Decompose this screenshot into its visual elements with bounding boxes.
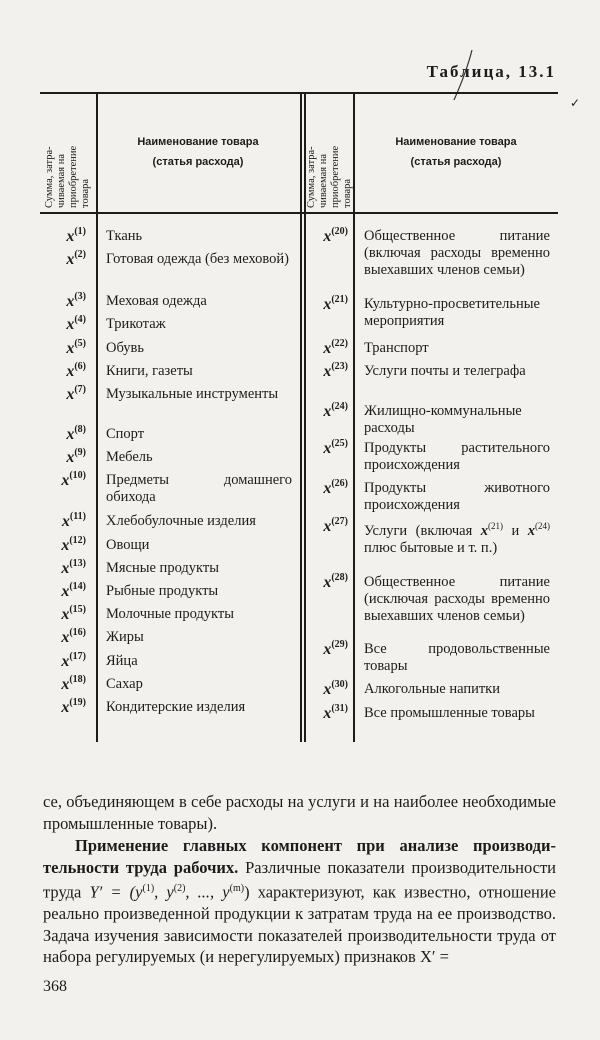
left-var-12: $x^{(12)}$ bbox=[61, 535, 86, 554]
left-item-16: Жиры bbox=[106, 629, 144, 645]
left-var-4: $x^{(4)}$ bbox=[66, 314, 86, 333]
left-var-8: $x^{(8)}$ bbox=[66, 424, 86, 443]
left-item-17: Яйца bbox=[106, 653, 138, 669]
left-item-6: Книги, газеты bbox=[106, 363, 193, 379]
left-item-19: Кондитерские изделия bbox=[106, 699, 246, 715]
left-var-17: $x^{(17)}$ bbox=[61, 651, 86, 670]
paragraph-continuation: се, объединяющем в себе расходы на услуги и на наиболее необходимые промышленные товары). bbox=[43, 792, 556, 833]
left-item-15: Молочные продукты bbox=[106, 606, 234, 622]
right-var-2: $x^{(21)}$ bbox=[323, 294, 348, 313]
paragraph-pca-labor: Применение главных компонент при анализе производительности труда рабочих. Различные показатели производительности труда $Y' = (y^{(1)}$, $y^{(2)}$, ..., $y^{(m)}$) характеризуют, как известно, отношение реально произведенной продукции к затратам труда на ее производство. Задача изучения зависимости показателей производительности труда от набора регулируемых (и нерегулируемых) признаков X′ = bbox=[43, 836, 556, 966]
left-item-18: Сахар bbox=[106, 676, 143, 692]
col-divider-1 bbox=[96, 92, 98, 742]
right-item-26: Продукты животного происхождения bbox=[364, 480, 550, 513]
header-name-right: Наименование товара (статья расхода) bbox=[395, 136, 517, 168]
right-var-8: $x^{(27)}$ bbox=[323, 516, 348, 535]
left-var-2: $x^{(2)}$ bbox=[66, 249, 86, 268]
left-var-13: $x^{(13)}$ bbox=[61, 558, 86, 577]
col-divider-center-a bbox=[300, 92, 302, 742]
right-var-6: $x^{(25)}$ bbox=[323, 438, 348, 457]
left-item-7: Музыкальные инструменты bbox=[106, 386, 279, 402]
right-item-23: Услуги почты и телеграфа bbox=[364, 363, 526, 379]
left-item-4: Трикотаж bbox=[106, 316, 166, 332]
right-item-20: Общественное питание (включая расходы временно выехавших членов семьи) bbox=[364, 228, 550, 278]
left-var-16: $x^{(16)}$ bbox=[61, 627, 86, 646]
right-item-30: Алкогольные напитки bbox=[364, 681, 500, 697]
left-item-1: Ткань bbox=[106, 228, 143, 244]
left-item-3: Меховая одежда bbox=[106, 293, 207, 309]
left-var-3: $x^{(3)}$ bbox=[66, 291, 86, 310]
page-number: 368 bbox=[43, 978, 67, 995]
header-sum-left: Сумма, затра- чиваемая на приобретение товара bbox=[44, 145, 91, 208]
right-var-3: $x^{(22)}$ bbox=[323, 338, 348, 357]
right-var-9: $x^{(28)}$ bbox=[323, 572, 348, 591]
right-item-22: Транспорт bbox=[364, 340, 429, 356]
right-item-28: Общественное питание (исключая расходы временно выехавших членов семьи) bbox=[364, 574, 550, 624]
left-var-10: $x^{(10)}$ bbox=[61, 470, 86, 489]
stray-mark: ✓ bbox=[570, 96, 581, 110]
left-var-1: $x^{(1)}$ bbox=[66, 226, 86, 245]
right-item-29: Все продовольственные товары bbox=[364, 641, 550, 674]
right-item-31: Все промышленные товары bbox=[364, 705, 535, 721]
right-var-7: $x^{(26)}$ bbox=[323, 478, 348, 497]
right-item-25: Продукты растительного происхождения bbox=[364, 440, 550, 473]
right-var-12: $x^{(31)}$ bbox=[323, 703, 348, 722]
header-name-left: Наименование товара (статья расхода) bbox=[137, 136, 259, 168]
left-var-7: $x^{(7)}$ bbox=[66, 384, 86, 403]
left-var-6: $x^{(6)}$ bbox=[66, 361, 86, 380]
right-item-21: Культурно-просветительные мероприятия bbox=[364, 296, 540, 329]
left-var-18: $x^{(18)}$ bbox=[61, 674, 86, 693]
right-var-5: $x^{(24)}$ bbox=[323, 401, 348, 420]
right-var-1: $x^{(20)}$ bbox=[323, 226, 348, 245]
right-item-27: Услуги (включая $x^{(21)}$ и $x^{(24)}$ плюс бытовые и т. п.) bbox=[364, 521, 550, 556]
right-var-10: $x^{(29)}$ bbox=[323, 639, 348, 658]
right-item-24: Жилищно-коммунальные расходы bbox=[364, 403, 522, 436]
left-var-19: $x^{(19)}$ bbox=[61, 697, 86, 716]
left-item-2: Готовая одежда (без меховой) bbox=[106, 251, 289, 267]
left-var-5: $x^{(5)}$ bbox=[66, 338, 86, 357]
table-top-rule bbox=[40, 92, 558, 94]
left-item-5: Обувь bbox=[106, 340, 145, 356]
left-item-8: Спорт bbox=[106, 426, 145, 442]
left-var-15: $x^{(15)}$ bbox=[61, 604, 86, 623]
left-item-11: Хлебобулочные изделия bbox=[106, 513, 256, 529]
left-var-11: $x^{(11)}$ bbox=[61, 511, 86, 530]
header-sum-right: Сумма, затра- чиваемая на приобретение товара bbox=[306, 145, 353, 208]
left-item-13: Мясные продукты bbox=[106, 560, 219, 576]
table-caption: Таблица, 13.1 bbox=[426, 62, 556, 81]
left-var-9: $x^{(9)}$ bbox=[66, 447, 86, 466]
left-item-14: Рыбные продукты bbox=[106, 583, 219, 599]
right-var-11: $x^{(30)}$ bbox=[323, 679, 348, 698]
left-item-10: Предметы домашнего обихода bbox=[106, 472, 292, 505]
left-var-14: $x^{(14)}$ bbox=[61, 581, 86, 600]
header-bottom-rule bbox=[40, 212, 558, 214]
right-var-4: $x^{(23)}$ bbox=[323, 361, 348, 380]
left-item-9: Мебель bbox=[106, 449, 153, 465]
section-heading: Применение главных компонент при анализе производительности труда рабочих. bbox=[43, 836, 556, 877]
left-item-12: Овощи bbox=[106, 537, 150, 553]
